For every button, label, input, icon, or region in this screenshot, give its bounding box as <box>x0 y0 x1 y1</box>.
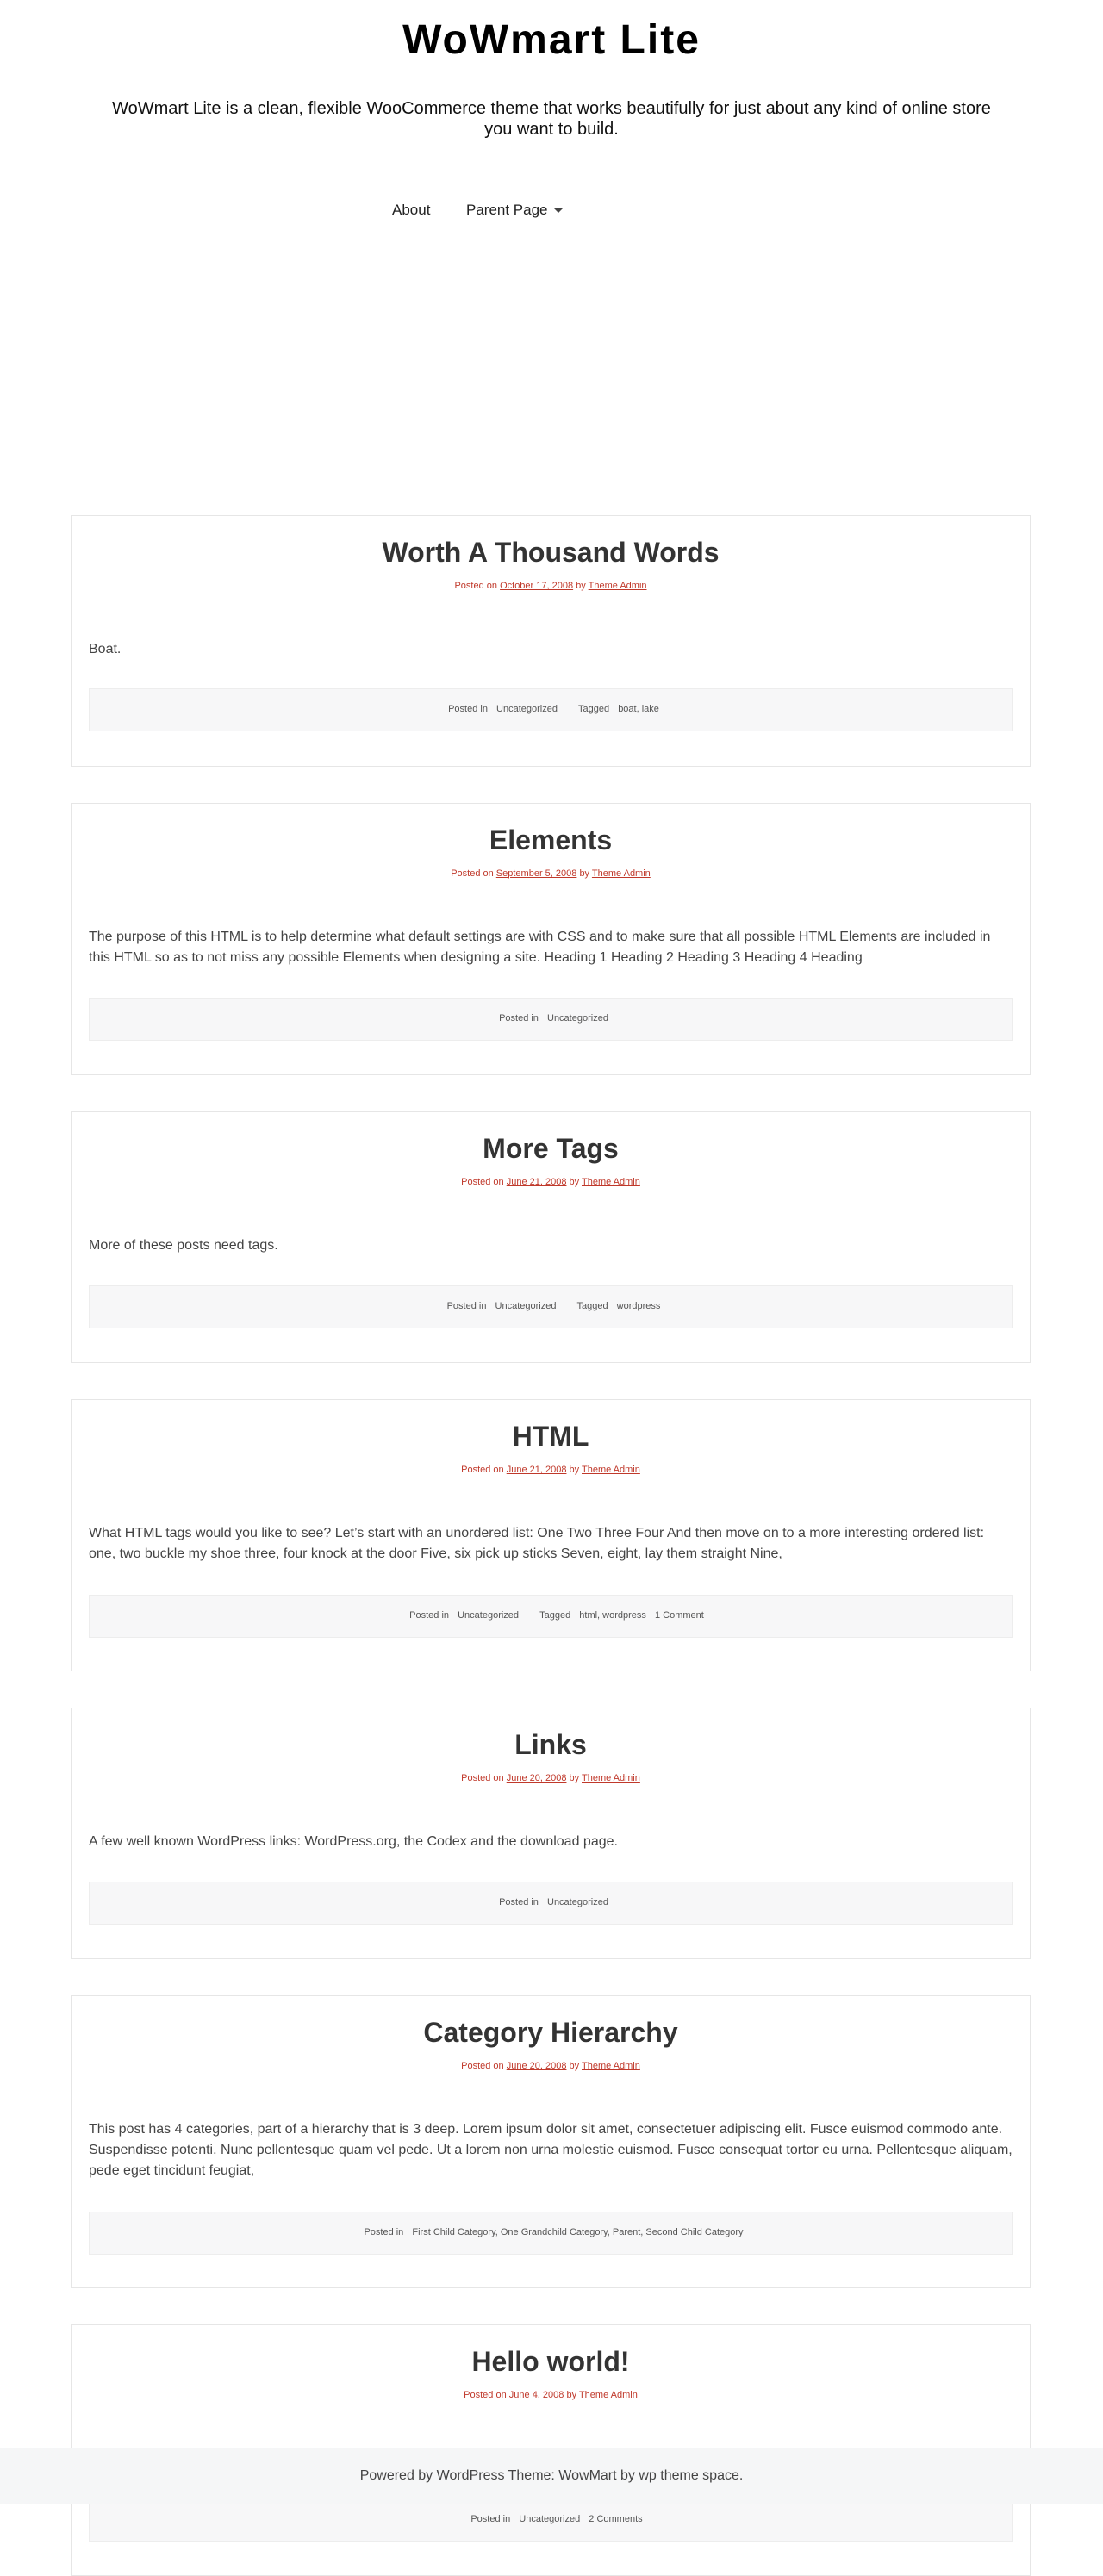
post-excerpt: This post has 4 categories, part of a hierarchy that is 3 deep. Lorem ipsum dolor sit amet, consectetuer adipiscing elit. Fusce euismod commodo ante. Suspendisse potenti. Nunc pellentesque quam vel pede. Ut a lorem non urna molestie euismod. Fusce consequat tortor eu urna. Pellentesque aliquam, pede eget tincidunt feugiat, <box>89 2122 1013 2178</box>
post-card <box>71 803 1031 1075</box>
post-footer <box>89 2212 1013 2255</box>
posted-on-label: Posted on <box>454 581 498 591</box>
post-card <box>71 515 1031 767</box>
post-title[interactable]: Elements <box>489 824 613 856</box>
posted-on-label: Posted on <box>464 2390 507 2400</box>
nav-item-label: Parent Page <box>466 202 548 218</box>
post-tags: Tagged boat, lake <box>578 704 659 714</box>
by-label: by <box>566 2390 577 2400</box>
post-card <box>71 1399 1031 1671</box>
by-label: by <box>569 1773 580 1783</box>
tag-link[interactable]: html, wordpress <box>579 1610 646 1621</box>
post-meta <box>72 1464 1030 1476</box>
post-footer <box>89 998 1013 1041</box>
post-date-link[interactable]: June 21, 2008 <box>506 1177 567 1187</box>
post-excerpt: What HTML tags would you like to see? Let’s start with an unordered list: One Two Three Four And then move on to a more interesting ordered list: one, two buckle my shoe three, four knock at the door Five, six pick up sticks Seven, eight, lay them straight Nine, <box>89 1526 985 1561</box>
by-label: by <box>579 868 590 879</box>
nav-item-about[interactable]: About <box>392 202 431 218</box>
category-link[interactable]: Uncategorized <box>495 1301 557 1311</box>
post-categories: Posted in Uncategorized <box>470 2514 581 2524</box>
post-author-link[interactable]: Theme Admin <box>582 1465 640 1475</box>
post-footer <box>89 2498 1013 2542</box>
post-date-link[interactable]: June 4, 2008 <box>508 2390 564 2400</box>
post-excerpt: A few well known WordPress links: WordPress.org, the Codex and the download page. <box>89 1834 618 1849</box>
tag-link[interactable]: boat, lake <box>618 704 659 714</box>
site-description: WoWmart Lite is a clean, flexible WooCommerce theme that works beautifully for just about any kind of online store you want to build. <box>112 99 991 139</box>
category-link[interactable]: Uncategorized <box>547 1013 608 1024</box>
post-card <box>71 1708 1031 1959</box>
post-author-link[interactable]: Theme Admin <box>582 1177 640 1187</box>
caret-down-icon <box>554 208 563 213</box>
post-title[interactable]: Worth A Thousand Words <box>382 537 720 568</box>
by-label: by <box>569 1465 580 1475</box>
post-title[interactable]: More Tags <box>483 1133 619 1164</box>
post-footer <box>89 1882 1013 1925</box>
post-meta <box>72 580 1030 592</box>
post-excerpt: The purpose of this HTML is to help determine what default settings are with CSS and to make sure that all possible HTML Elements are included in this HTML so as to not miss any possible Elements when designing a site. Heading 1 Heading 2 Heading 3 Heading 4 Heading <box>89 930 991 965</box>
post-meta <box>72 868 1030 880</box>
post-date-link[interactable]: September 5, 2008 <box>495 868 577 879</box>
post-footer <box>89 1285 1013 1328</box>
category-link[interactable]: Uncategorized <box>519 2514 581 2524</box>
posted-on-label: Posted on <box>451 868 494 879</box>
site-header <box>0 0 1103 221</box>
post-footer <box>89 688 1013 731</box>
by-label: by <box>569 2061 580 2071</box>
post-categories: Posted in Uncategorized <box>499 1013 608 1024</box>
category-link[interactable]: First Child Category, One Grandchild Category, Parent, Second Child Category <box>412 2227 744 2237</box>
post-card <box>71 1111 1031 1363</box>
category-link[interactable]: Uncategorized <box>458 1610 520 1621</box>
post-meta <box>72 2060 1030 2072</box>
post-title[interactable]: Hello world! <box>471 2346 630 2377</box>
post-tags: Tagged html, wordpress <box>539 1610 646 1621</box>
post-meta <box>72 1772 1030 1784</box>
nav-item-parent-page[interactable] <box>466 200 563 221</box>
post-categories: Posted in Uncategorized <box>448 704 558 714</box>
post-title[interactable]: Category Hierarchy <box>423 2017 678 2048</box>
posted-on-label: Posted on <box>461 1177 504 1187</box>
post-footer <box>89 1595 1013 1638</box>
post-categories: Posted in First Child Category, One Grandchild Category, Parent, Second Child Category <box>364 2227 744 2237</box>
post-date-link[interactable]: October 17, 2008 <box>500 581 574 591</box>
post-author-link[interactable]: Theme Admin <box>582 2061 640 2071</box>
post-excerpt: Boat. <box>89 642 122 656</box>
post-meta <box>72 1176 1030 1188</box>
comments-link[interactable]: 1 Comment <box>654 1610 704 1621</box>
posted-on-label: Posted on <box>461 1773 504 1783</box>
post-author-link[interactable]: Theme Admin <box>578 2390 638 2400</box>
post-date-link[interactable]: June 20, 2008 <box>506 1773 567 1783</box>
main-navigation <box>0 200 1103 221</box>
tag-link[interactable]: wordpress <box>616 1301 661 1311</box>
post-date-link[interactable]: June 21, 2008 <box>506 1465 567 1475</box>
post-title[interactable]: HTML <box>512 1421 589 1452</box>
post-excerpt: More of these posts need tags. <box>89 1238 278 1253</box>
post-categories: Posted in Uncategorized <box>409 1610 520 1621</box>
category-link[interactable]: Uncategorized <box>496 704 558 714</box>
post-author-link[interactable]: Theme Admin <box>582 1773 640 1783</box>
post-card <box>71 1995 1031 2288</box>
post-author-link[interactable]: Theme Admin <box>591 868 651 879</box>
post-categories: Posted in Uncategorized <box>499 1897 608 1907</box>
by-label: by <box>576 581 586 591</box>
posted-on-label: Posted on <box>461 2061 504 2071</box>
post-tags: Tagged wordpress <box>576 1301 661 1311</box>
post-meta <box>72 2389 1030 2401</box>
site-footer <box>0 2448 1103 2504</box>
post-categories: Posted in Uncategorized <box>446 1301 557 1311</box>
footer-credits: Powered by WordPress Theme: WowMart by wp theme space. <box>359 2468 744 2483</box>
by-label: by <box>569 1177 580 1187</box>
post-author-link[interactable]: Theme Admin <box>588 581 647 591</box>
site-title[interactable]: WoWmart Lite <box>402 17 701 63</box>
post-title[interactable]: Links <box>514 1729 587 1760</box>
post-date-link[interactable]: June 20, 2008 <box>506 2061 567 2071</box>
posted-on-label: Posted on <box>461 1465 504 1475</box>
comments-link[interactable]: 2 Comments <box>589 2514 643 2524</box>
category-link[interactable]: Uncategorized <box>547 1897 608 1907</box>
